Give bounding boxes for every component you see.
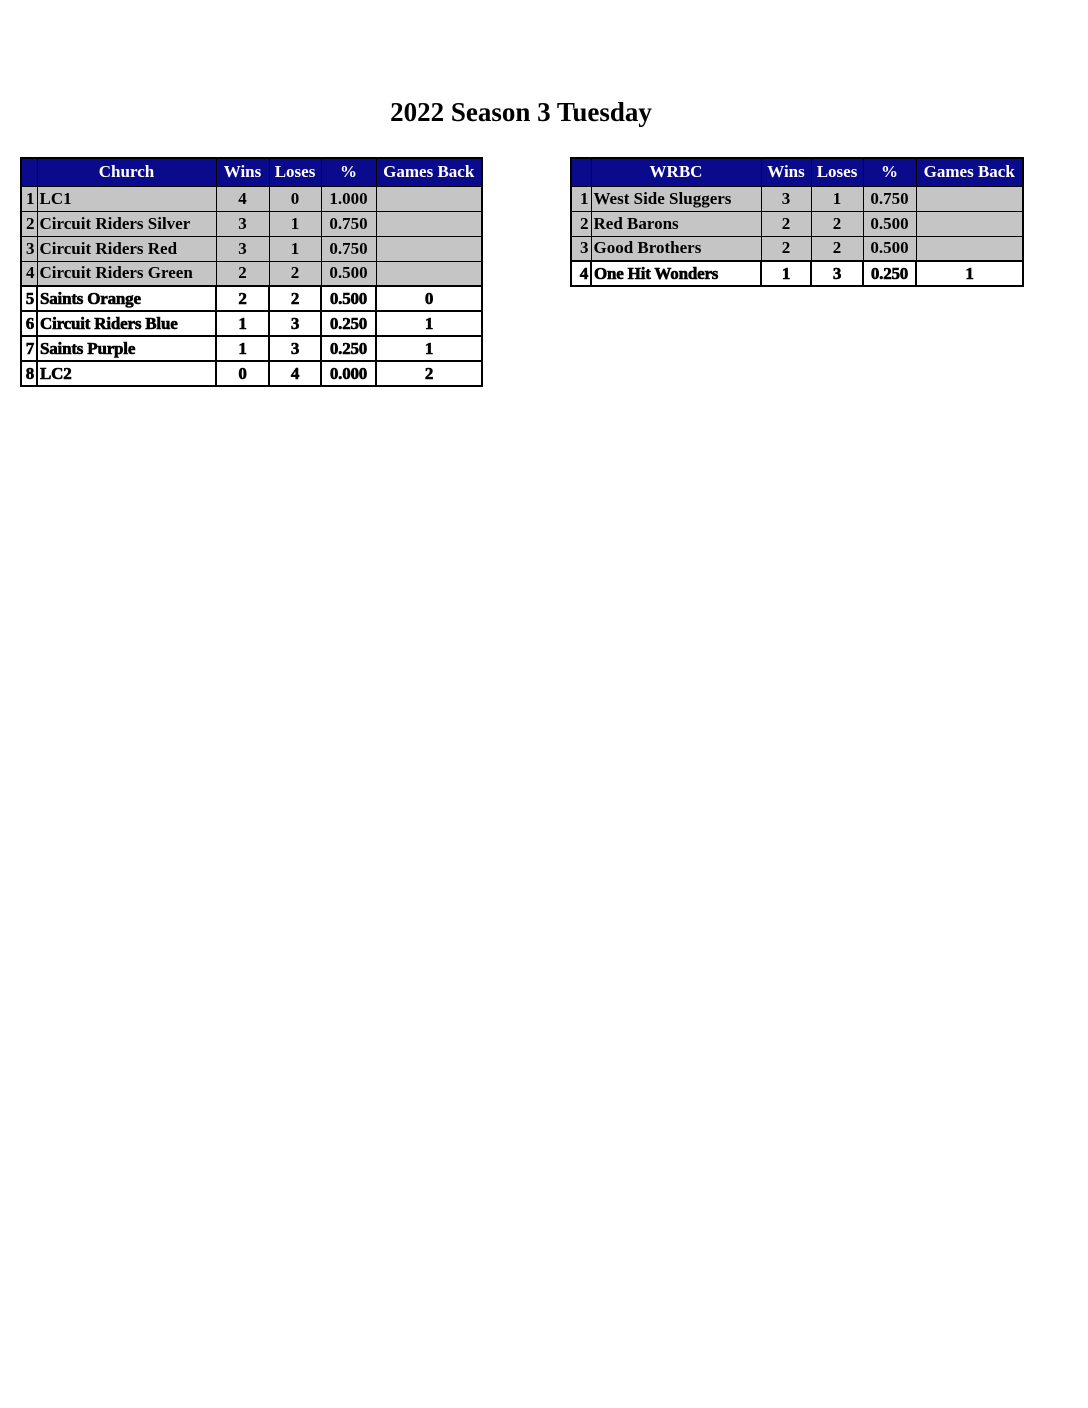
games-back-cell [376,236,482,261]
pct-cell: 0.750 [863,186,916,211]
table-row [21,286,482,311]
table-row [571,261,1023,286]
pct-cell: 0.250 [321,311,376,336]
rank-cell: 1 [571,186,591,211]
page-title: 2022 Season 3 Tuesday [390,97,652,127]
rank-cell: 5 [21,286,37,311]
loses-cell: 3 [269,311,321,336]
wins-cell: 3 [216,211,269,236]
rank-cell: 3 [571,236,591,261]
pct-column-header: % [863,158,916,186]
wins-cell: 2 [216,286,269,311]
rank-cell: 4 [571,261,591,286]
loses-cell: 0 [269,186,321,211]
loses-column-header: Loses [811,158,863,186]
wins-cell: 1 [761,261,811,286]
table-row [21,261,482,286]
header-row [571,158,1023,186]
wins-column-header: Wins [216,158,269,186]
wins-cell: 1 [216,336,269,361]
loses-cell: 2 [811,236,863,261]
rank-cell: 7 [21,336,37,361]
rank-cell: 4 [21,261,37,286]
loses-cell: 2 [269,261,321,286]
loses-cell: 2 [811,211,863,236]
rank-cell: 8 [21,361,37,386]
loses-column-header: Loses [269,158,321,186]
wins-cell: 4 [216,186,269,211]
loses-cell: 4 [269,361,321,386]
rank-cell: 2 [21,211,37,236]
team-column-header: Church [37,158,216,186]
games-back-cell [916,186,1023,211]
pct-cell: 0.500 [321,261,376,286]
pct-cell: 0.500 [321,286,376,311]
wins-cell: 0 [216,361,269,386]
wins-cell: 3 [761,186,811,211]
wins-cell: 2 [761,211,811,236]
team-name-cell: Circuit Riders Blue [37,311,216,336]
games-back-cell: 0 [376,286,482,311]
games-back-cell [376,186,482,211]
pct-cell: 0.750 [321,211,376,236]
wins-cell: 2 [761,236,811,261]
pct-cell: 0.250 [321,336,376,361]
games-back-cell [376,261,482,286]
rank-cell: 3 [21,236,37,261]
table-row [571,211,1023,236]
team-name-cell: Good Brothers [591,236,761,261]
wrbc-standings-table [570,157,1024,287]
header-row [21,158,482,186]
team-name-cell: West Side Sluggers [591,186,761,211]
loses-cell: 1 [811,186,863,211]
games-back-cell [916,211,1023,236]
church-standings-table [20,157,483,387]
loses-cell: 3 [269,336,321,361]
team-name-cell: Circuit Riders Green [37,261,216,286]
table-row [21,336,482,361]
team-name-cell: Saints Orange [37,286,216,311]
table-row [571,236,1023,261]
team-name-cell: One Hit Wonders [591,261,761,286]
rank-cell: 2 [571,211,591,236]
rank-cell: 6 [21,311,37,336]
pct-cell: 1.000 [321,186,376,211]
games-back-cell [376,211,482,236]
wins-column-header: Wins [761,158,811,186]
team-name-cell: LC2 [37,361,216,386]
team-name-cell: Circuit Riders Red [37,236,216,261]
table-row [21,186,482,211]
team-name-cell: LC1 [37,186,216,211]
games-back-column-header: Games Back [916,158,1023,186]
games-back-cell: 1 [916,261,1023,286]
loses-cell: 1 [269,211,321,236]
table-row [21,361,482,386]
rank-cell: 1 [21,186,37,211]
pct-cell: 0.000 [321,361,376,386]
team-column-header: WRBC [591,158,761,186]
loses-cell: 2 [269,286,321,311]
pct-cell: 0.500 [863,236,916,261]
loses-cell: 1 [269,236,321,261]
wins-cell: 1 [216,311,269,336]
team-name-cell: Circuit Riders Silver [37,211,216,236]
team-name-cell: Saints Purple [37,336,216,361]
games-back-cell [916,236,1023,261]
table-row [571,186,1023,211]
games-back-cell: 1 [376,336,482,361]
wins-cell: 2 [216,261,269,286]
games-back-cell: 2 [376,361,482,386]
pct-column-header: % [321,158,376,186]
wins-cell: 3 [216,236,269,261]
table-row [21,311,482,336]
pct-cell: 0.750 [321,236,376,261]
loses-cell: 3 [811,261,863,286]
rank-column-header [571,158,591,186]
games-back-cell: 1 [376,311,482,336]
table-row [21,211,482,236]
pct-cell: 0.500 [863,211,916,236]
games-back-column-header: Games Back [376,158,482,186]
team-name-cell: Red Barons [591,211,761,236]
table-row [21,236,482,261]
rank-column-header [21,158,37,186]
pct-cell: 0.250 [863,261,916,286]
